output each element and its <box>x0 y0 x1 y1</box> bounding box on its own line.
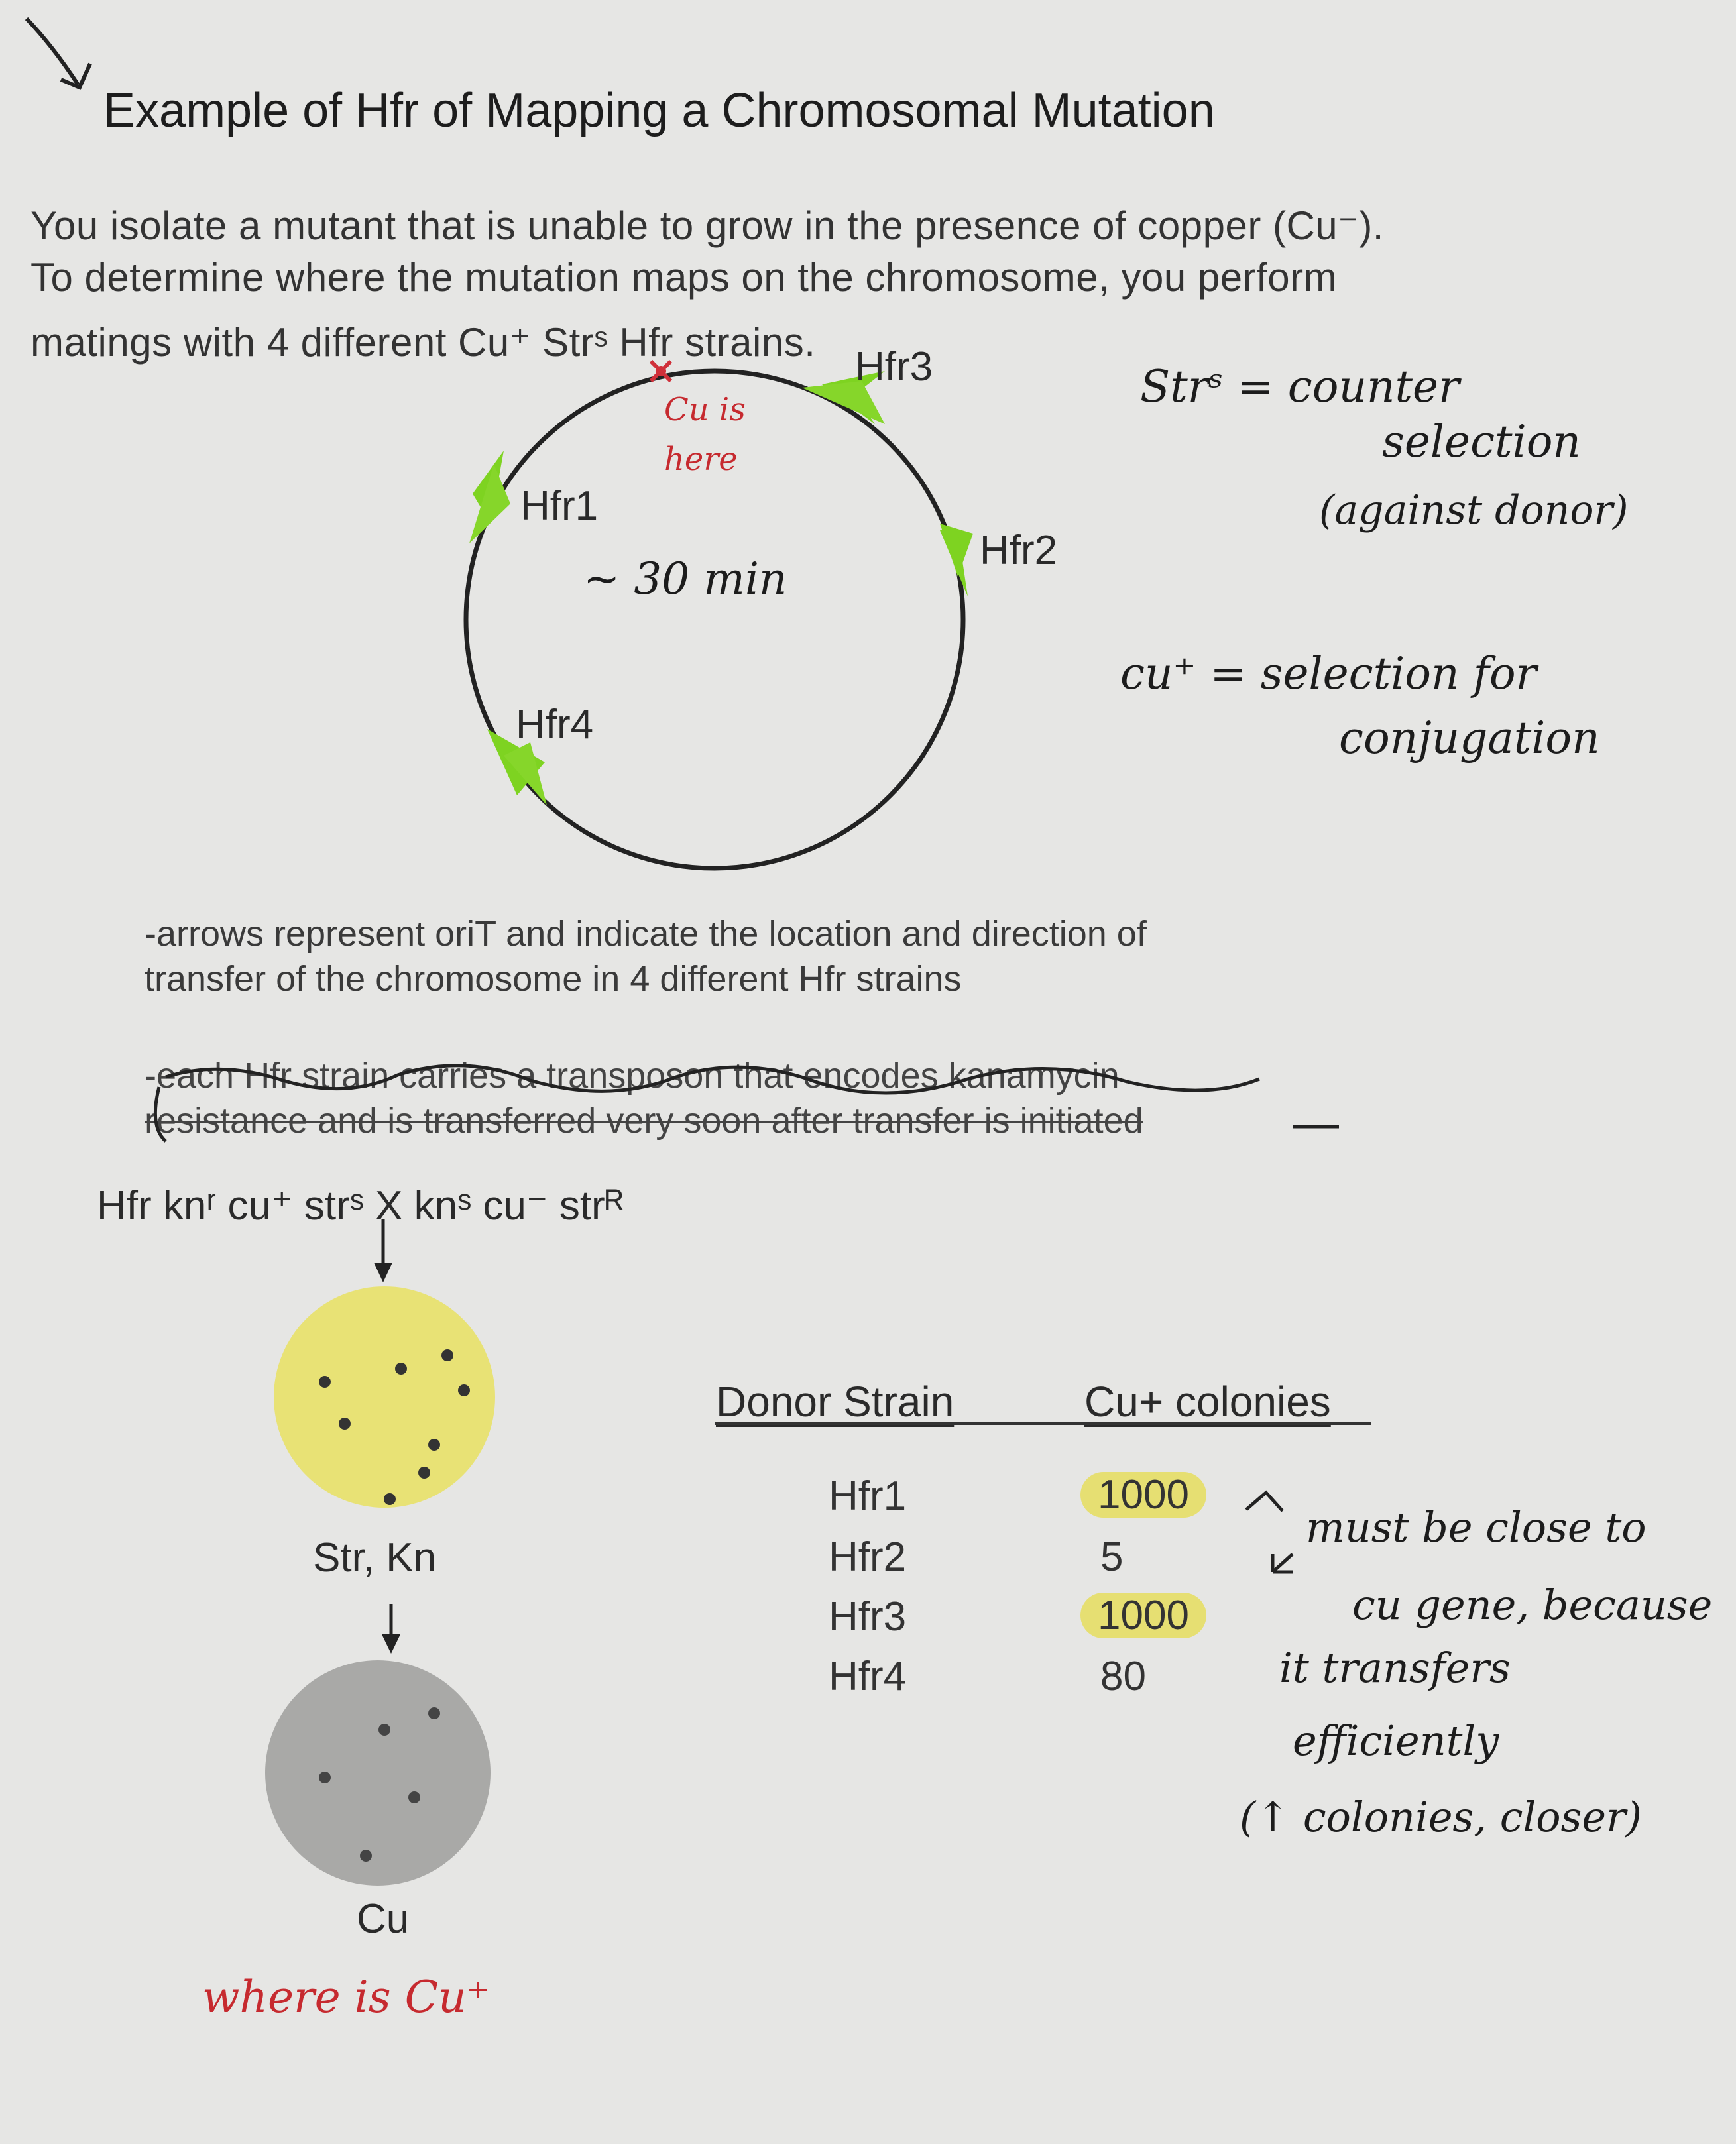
table-row-3-colonies: 1000 <box>1080 1593 1206 1638</box>
str-note-line-3: (against donor) <box>1319 487 1629 534</box>
table-row-3-strain: Hfr3 <box>829 1594 907 1640</box>
table-row-2-strain: Hfr2 <box>829 1534 907 1580</box>
margin-note-line-2: cu gene, because <box>1352 1581 1713 1629</box>
margin-note-line-4: efficiently <box>1293 1717 1499 1765</box>
str-note-line-1: Strˢ = counter <box>1140 361 1460 412</box>
table-row-4-colonies: 80 <box>1100 1654 1146 1699</box>
table-row-1-colonies: 1000 <box>1080 1472 1206 1518</box>
intro-line-1: You isolate a mutant that is unable to grow in the presence of copper (Cu⁻). <box>30 203 1384 248</box>
table-row-1-strain: Hfr1 <box>829 1473 907 1519</box>
red-note: where is Cu⁺ <box>202 1972 490 2023</box>
cu-selection-line-1: cu⁺ = selection for <box>1120 648 1537 699</box>
hfr4-label: Hfr4 <box>516 702 594 748</box>
plate1-label: Str, Kn <box>313 1535 437 1581</box>
cu-note-line-2: here <box>664 441 738 478</box>
margin-note-line-5: (↑ colonies, closer) <box>1240 1793 1642 1841</box>
arrows-note-line-2: transfer of the chromosome in 4 different Hfr strains <box>145 959 962 999</box>
cross-formula: Hfr knʳ cu⁺ strˢ X knˢ cu⁻ strᴿ <box>97 1183 624 1229</box>
crossed-note-line-1: -each Hfr strain carries a transposon that encodes kanamycin <box>145 1056 1120 1096</box>
cu-note-line-1: Cu is <box>664 391 746 428</box>
str-note-line-2: selection <box>1382 416 1581 467</box>
crossed-note-line-2: resistance and is transferred very soon after transfer is initiated <box>145 1101 1143 1141</box>
intro-line-2: To determine where the mutation maps on the chromosome, you perform <box>30 255 1338 300</box>
table-header-strain: Donor Strain <box>716 1378 955 1426</box>
intro-line-3: matings with 4 different Cu⁺ Strˢ Hfr strains. <box>30 320 816 365</box>
table-header-colonies: Cu+ colonies <box>1084 1378 1331 1426</box>
plate2-label: Cu <box>357 1896 410 1942</box>
hfr1-label: Hfr1 <box>520 483 599 529</box>
margin-note-line-1: must be close to <box>1306 1503 1647 1552</box>
hfr2-label: Hfr2 <box>980 528 1058 573</box>
hfr3-label: Hfr3 <box>855 344 933 390</box>
arrows-note-line-1: -arrows represent oriT and indicate the location and direction of <box>145 914 1147 954</box>
center-note: ~ 30 min <box>583 553 787 604</box>
table-row-4-strain: Hfr4 <box>829 1654 907 1699</box>
page-title: Example of Hfr of Mapping a Chromosomal Mutation <box>103 84 1215 137</box>
margin-note-line-3: it transfers <box>1279 1644 1511 1692</box>
cu-selection-line-2: conjugation <box>1339 712 1600 763</box>
table-row-2-colonies: 5 <box>1100 1534 1124 1580</box>
